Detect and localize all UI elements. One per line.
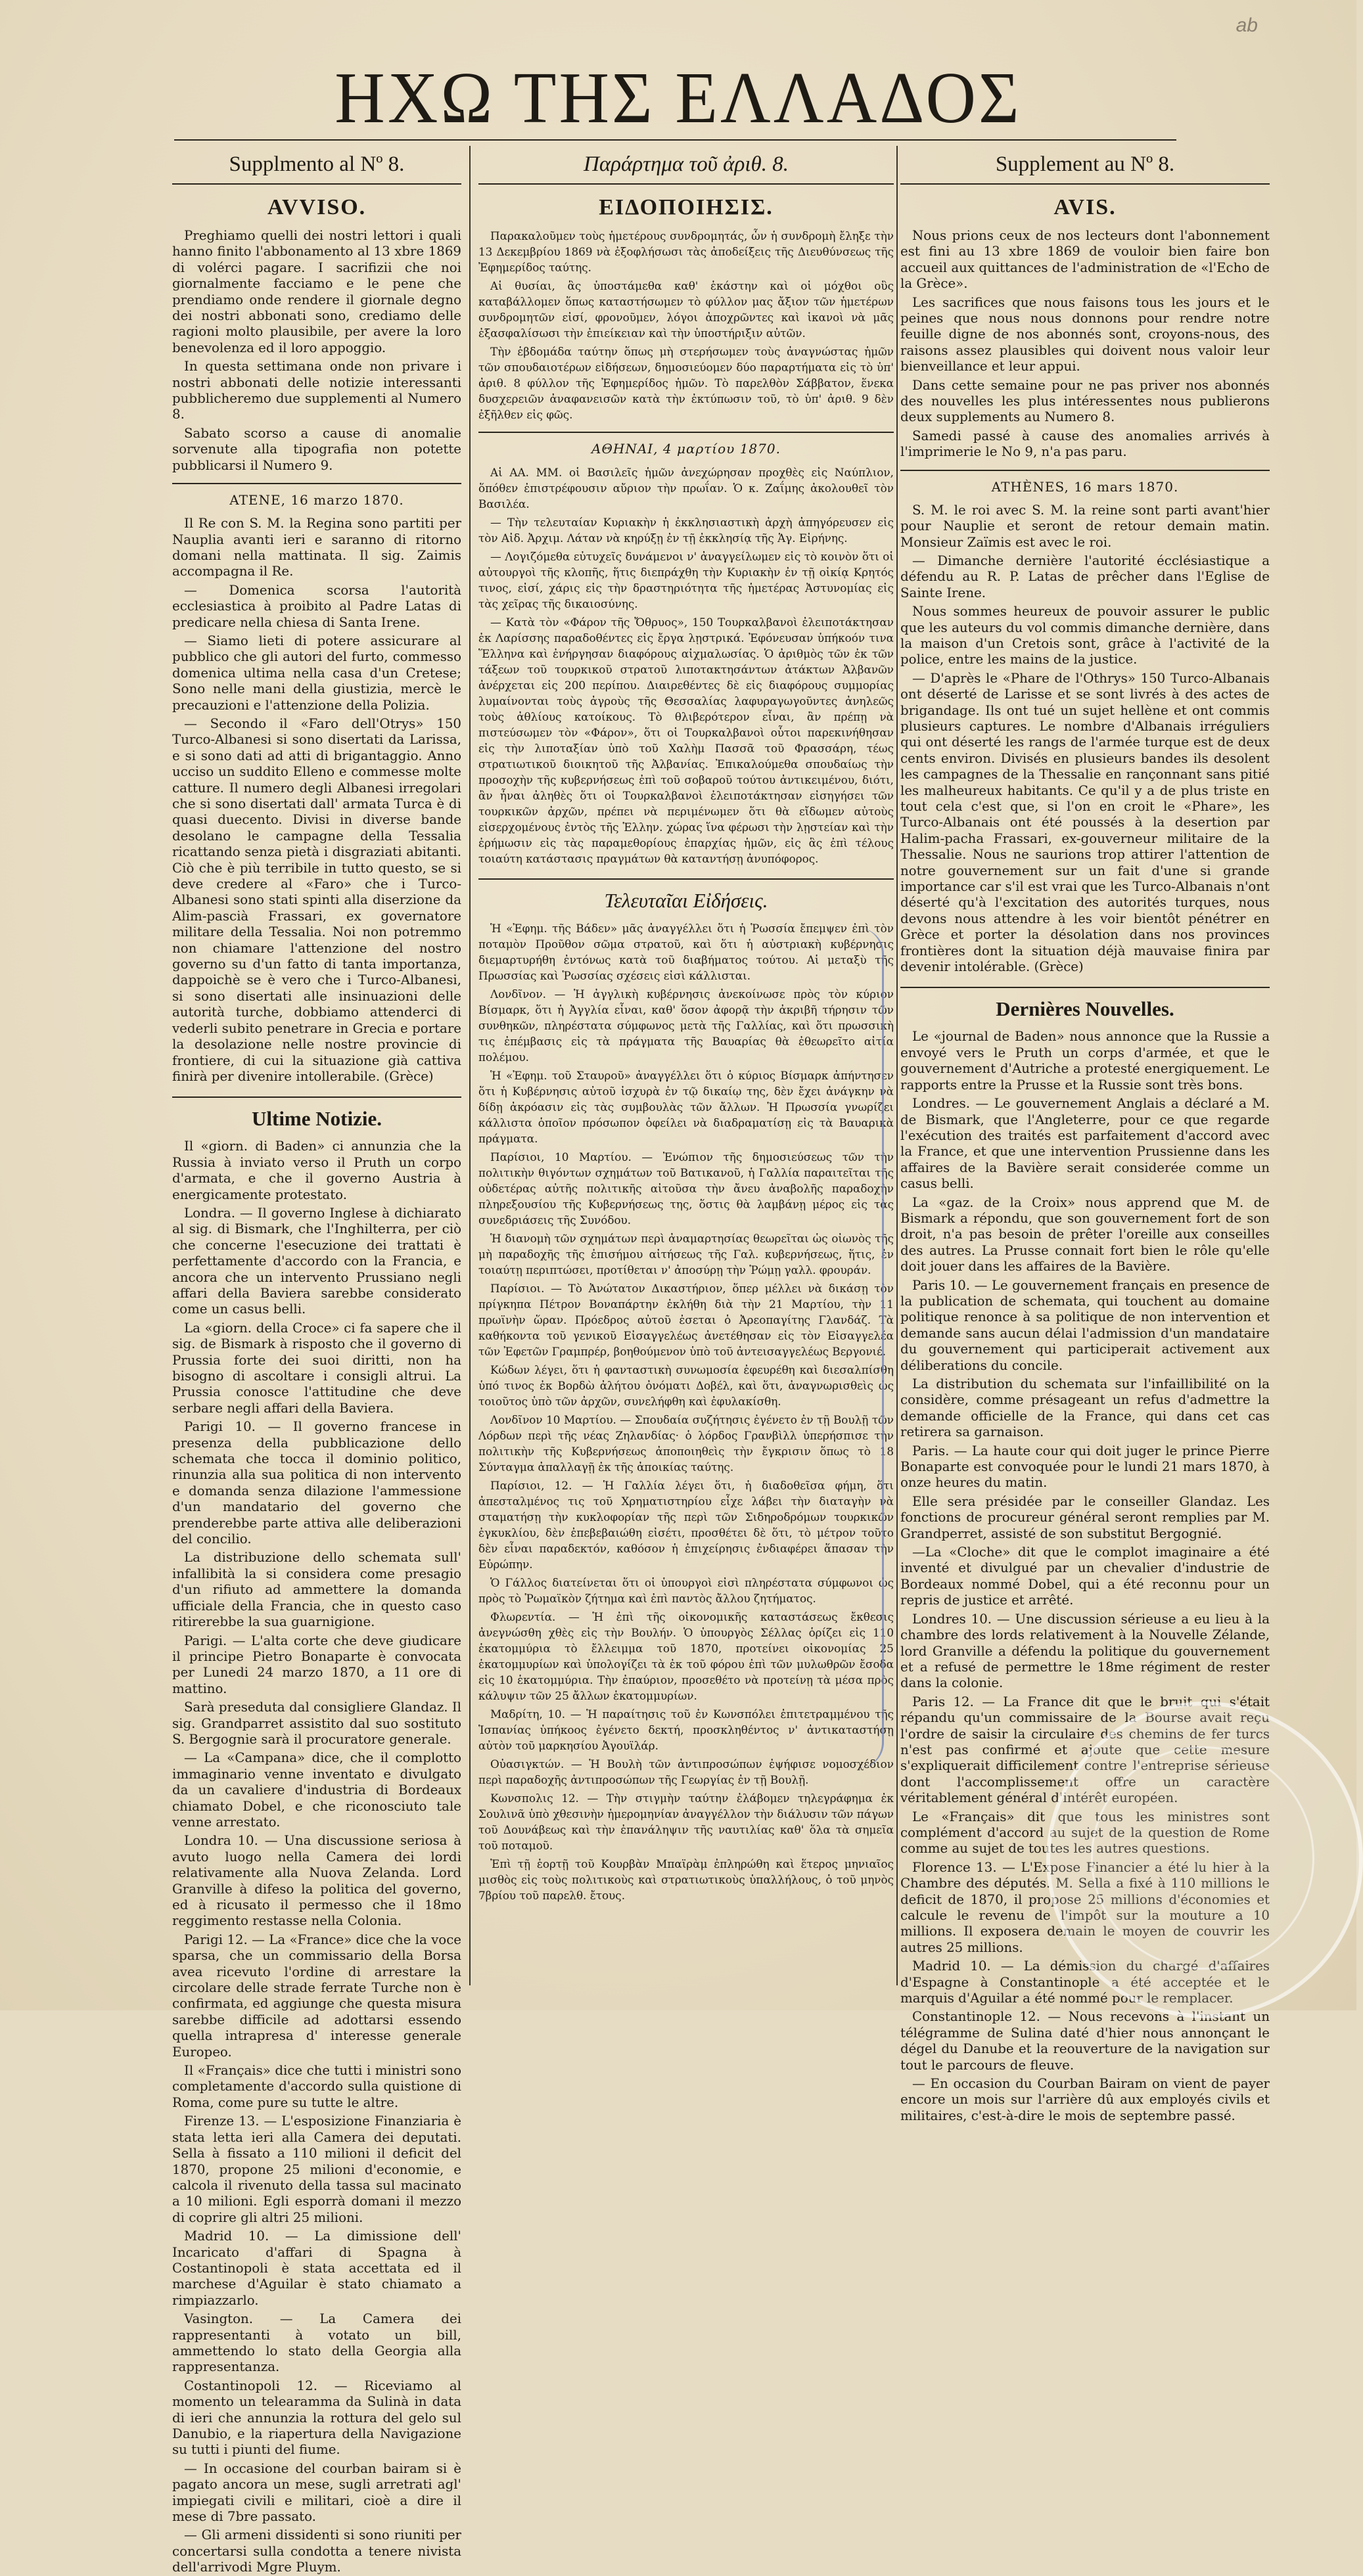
paragraph: — In occasione del courban bairam si è pagato ancora un mese, sugli arretrati agl' impiegati civili e militari, cioè a dire il mese di 7bre passato. [172, 2460, 461, 2525]
paragraph: La «gaz. de la Croix» nous apprend que M. de Bismark a répondu, que son gouvernement fort de son droit, n'a pas besoin de prêter l'oreille aux conseilles des autres. La Prusse connait fort bien le rôle qu'elle doit jouer dans les affaires de la Bavière. [900, 1194, 1270, 1275]
local-news [478, 464, 894, 867]
masthead-title: ΗΧΩ ΤΗΣ ΕΛΛΑΔΟΣ [335, 57, 1022, 138]
handwritten-pen-mark [852, 928, 884, 1769]
paragraph: Les sacrifices que nous faisons tous les jours et le peines que nous nous donnons pour rendre notre feuille digne de nos abonnés sont, croyons-nous, des raisons assez plausibles qui doivent nous valoir leur bienveillance et leur appui. [900, 294, 1270, 374]
paragraph: Elle sera présidée par le conseiller Glandaz. Les fonctions de procureur général seront remplies par M. Grandperret, assisté de son substitut Bergognié. [900, 1493, 1270, 1541]
paragraph: Constantinople 12. — Nous recevons à l'instant un télégramme de Sulina daté d'hier nous annonçant le dégel du Danube et la reouverture de la navigation sur tout le parcours de fleuve. [900, 2009, 1270, 2073]
paragraph: Λονδῖνον 10 Μαρτίου. — Σπουδαία συζήτησις ἐγένετο ἐν τῇ Βουλῇ τῶν Λόρδων περὶ τῆς νέας Ζηλανδίας· ὁ λόρδος Γρανβὶλλ ὑπερήσπισε τὴν πολιτικὴν τῆς Κυβερνήσεως ἀποποιηθεὶς τὴν ἔγκρισιν ὅπως τὸ 18 Σύνταγμα ἀπαλλαγῇ ἐκ τῆς ἀποικίας ταύτης. [478, 1413, 894, 1474]
paragraph: — Secondo il «Faro dell'Otrys» 150 Turco-Albanesi si sono disertati da Larissa, e si sono dati ad atti di brigantaggio. Anno ucciso un suddito Elleno e commesse molte catture. Il numero degli Albanesi irregolari che si sono disertati dall' armata Turca è di quasi duecento. Divisi in diverse bande desolano le campagne della Tessalia ricattando senza pietà i disgraziati abitanti. Ciò che è più terribile in tutto questo, se si deve credere al «Faro» che i Turco-Albanesi sono stati spinti alla diserzione da Alim-pascià Frassari, ex governatore militare della Tessalia. Noi non potremmo non chiamare l'attenzione del nostro governo su d'un fatto di tanta importanza, dappoichè se è vero che i Turco-Albanesi, si sono disertati alle insinuazioni delle autorità turche, dobbiamo attenderci di vederli subito penetrare in Grecia e portare la desolazione nelle nostre provincie di frontiere, di cui la situazione già cattiva finirà per divenire intollerabile. (Grèce) [172, 715, 461, 1084]
column-italian [172, 146, 462, 2575]
paragraph: Αἱ θυσίαι, ἃς ὑποστάμεθα καθ' ἑκάστην καὶ οἱ μόχθοι οὓς καταβάλλομεν ὅπως καταστήσωμεν τὸ φύλλον μας ἄξιον τῶν ἡμετέρων συνδρομητῶν εἰσί, φρονοῦμεν, λόγοι ἀποχρῶντες καὶ ἱκανοὶ νὰ μᾶς ἐξασφαλίσωσι τὴν ἐπιείκειαν καὶ τὴν ὑποστήριξιν αὐτῶν. [478, 279, 894, 340]
paragraph: Il «giorn. di Baden» ci annunzia che la Russia à inviato verso il Pruth un corpo d'armata, e che il governo Austria à energicamente protestato. [172, 1139, 461, 1202]
paragraph: Florence 13. — L'Expose Financier a été lu hier à la Chambre des députés. M. Sella a fixé à 110 millions le deficit de 1870, il propose 25 millions d'économies et calcule le revenu de l'impôt sur la mouture a 10 millions. Il exposera demain le moyen de couvrir les autres 25 millions. [900, 1859, 1270, 1955]
paragraph: Κωνσπολις 12. — Τὴν στιγμὴν ταύτην ἐλάβομεν τηλεγράφημα ἐκ Σουλινᾶ ὑπὸ χθεσινὴν ἡμερομηνίαν ἀναγγέλλον τὴν διάλυσιν τῶν πάγων τοῦ Δουνάβεως καὶ τὴν ἐπανάληψιν τῆς ναυτιλίας καθ' ὅλα τὰ σημεῖα τοῦ ποταμοῦ. [478, 1792, 894, 1852]
supplement-label: Supplmento al Nº 8. [172, 146, 461, 185]
paragraph: — Domenica scorsa l'autorità ecclesiastica à proibito al Padre Latas di predicare nella chiesa di Santa Irene. [172, 582, 461, 630]
corner-pencil-mark: ab [1236, 14, 1258, 36]
paragraph: Parigi 12. — La «France» dice che la voce sparsa, che un commissario della Borsa avea ricevuto l'ordine di arrestare la circolare delle strade ferrate Turche non è confirmata, ed aggiunge che questa misura sarebbe difficile ad adottarsi essendo quella intrapresa d' interesse generale Europeo. [172, 1932, 461, 2060]
paragraph: Preghiamo quelli dei nostri lettori i quali hanno finito l'abbonamento al 13 xbre 1869 di volérci pagare. I sacrifizii che noi giornalmente facciamo e le pene che prendiamo onde rendere il giornale degno dei nostri abbonati sono, crediamo delle ragioni molto plausibile, per avere la loro benevolenza ed il loro appoggio. [172, 228, 461, 355]
paragraph: — La «Campana» dice, che il complotto immaginario venne inventato e divulgato da un cavaliere d'industria di Bordeaux chiamato Dobel, e che riconosciuto tale venne arrestato. [172, 1750, 461, 1830]
paragraph: — Τὴν τελευταίαν Κυριακὴν ἡ ἐκκλησιαστικὴ ἀρχὴ ἀπηγόρευσεν εἰς τὸν Αἰδ. Ἀρχιμ. Λάταν νὰ κηρύξῃ ἐν τῇ ἐκκλησίᾳ τῆς Ἁγ. Εἰρήνης. [478, 516, 894, 545]
local-news [900, 503, 1270, 976]
supplement-label: Supplement au Nº 8. [900, 146, 1270, 185]
paragraph: La «giorn. della Croce» ci fa sapere che il sig. de Bismark à risposto che il governo di Prussia forte dei suoi diritti, non ha bisogno di ascoltare i consigli altrui. La Prussia conosce l'attitudine che deve serbare negli affari della Baviera. [172, 1320, 461, 1416]
paragraph: Nous sommes heureux de pouvoir assurer le public que les auteurs du vol commis dimanche dernière, dans la maison d'un Cretois sont, grâce à l'activité de la police, entre les mains de la justice. [900, 604, 1270, 667]
paragraph: — Λογιζόμεθα εὐτυχεῖς δυνάμενοι ν' ἀναγγείλωμεν εἰς τὸ κοινὸν ὅτι οἱ αὐτουργοὶ τῆς κλοπῆς, ἥτις διεπράχθη τὴν Κυριακὴν ἐν τῇ οἰκίᾳ Κρητός τινος, εἰσί, χάρις εἰς τὴν δραστηριότητα τῆς ἡμετέρας Ἀστυνομίας εἰς τὰς χεῖρας τῆς δικαιοσύνης. [478, 550, 894, 610]
paragraph: Il «Français» dice che tutti i ministri sono completamente d'accordo sulla quistione di Roma, come pure su tutte le altre. [172, 2063, 461, 2110]
paragraph: Dans cette semaine pour ne pas priver nos abonnés des nouvelles les plus intéressentes nous publierons deux supplements au Numero 8. [900, 377, 1270, 425]
paragraph: Londres 10. — Une discussion sérieuse a eu lieu à la chambre des lords relativement à la Nouvelle Zélande, lord Granville a défendu la politique du gouvernement et a refusé de permettre le 18me régiment de rester dans la colonie. [900, 1611, 1270, 1691]
paragraph: Nous prions ceux de nos lecteurs dont l'abonnement est fini au 13 xbre 1869 de vouloir bien faire bon accueil aux quittances de l'administration de «l'Echo de la Grèce». [900, 228, 1270, 292]
dateline: ATENE, 16 marzo 1870. [172, 483, 461, 508]
paragraph: Firenze 13. — L'esposizione Finanziaria è stata letta ieri alla Camera dei deputati. Sella à fissato a 110 milioni il deficit del 1870, propone 25 milioni d'economie, e calcola il rivenuto della tassa sul macinato a 10 milioni. Egli esporrà domani il mezzo di coprire gli altri 25 milioni. [172, 2113, 461, 2225]
masthead-rule [174, 139, 1176, 141]
paragraph: Μαδρίτη, 10. — Ἡ παραίτησις τοῦ ἐν Κωνσπόλει ἐπιτετραμμένου τῆς Ἱσπανίας ὑπήκοος ἐγένετο δεκτή, προσκληθέντος ν' ἀντικαταστήσῃ αὐτὸν τοῦ μαρκησίου Ἀγουϊλάρ. [478, 1707, 894, 1752]
paragraph: — Κατὰ τὸν «Φάρον τῆς Ὄθρυος», 150 Τουρκαλβανοὶ ἐλειποτάκτησαν ἐκ Λαρίσσης παραδοθέντες εἰς ἔργα λῃστρικά. Ἐφόνευσαν ὑπήκοόν τινα Ἕλληνα καὶ ἐνήργησαν διαφόρους αἰχμαλωσίας. Ὁ ἀριθμὸς τῶν ἐκ τῶν τάξεων τοῦ τουρκικοῦ στρατοῦ λιποτακτησάντων ἀτάκτων Ἀλβανῶν ἀνέρχεται εἰς 200 περίπου. Διαιρεθέντες δὲ εἰς διαφόρους συμμορίας λυμαίνονται τοὺς ἀγροὺς τῆς Θεσσαλίας λαφυραγωγοῦντες ἀνηλεῶς τοὺς ἀθλίους κατοίκους. Τὸ θλιβερότερον εἶναι, ἂν πρέπῃ νὰ πιστεύσωμεν τὸν «Φάρον», ὅτι οἱ Τουρκαλβανοὶ οὗτοι παρεκινήθησαν εἰς τὴν λιποταξίαν ὑπὸ τοῦ Χαλὴμ Πασσᾶ τοῦ Φρασσάρη, τέως στρατιωτικοῦ διοικητοῦ τῆς Ἀλβανίας. Ἐπικαλούμεθα σπουδαίως τὴν προσοχὴν τῆς κυβερνήσεως ἐπὶ τοῦ σοβαροῦ τούτου ἀντικειμένου, διότι, ἂν ἦναι ἀληθὲς ὅτι οἱ Τουρκαλβανοὶ ἐλειποτάκτησαν εἰσηγήσει τῶν τουρκικῶν ἀρχῶν, πρέπει νὰ περιμένωμεν ὅτι θὰ εἴδωμεν αὐτοὺς εἰσερχομένους ἐντὸς τῆς Ἑλλην. χώρας ἵνα φέρωσι τὴν λῃστείαν καὶ τὴν ἐρήμωσιν εἰς τὰς παραμεθορίους ἐπαρχίας ἡμῶν, εἰς ἃς ἐπὶ τέλους τοιαύτη κατάστασις πραγμάτων θὰ καταντήσῃ ἀνυπόφορος. [478, 616, 894, 865]
paragraph: Παρίσιοι, 10 Μαρτίου. — Ἐνώπιον τῆς δημοσιεύσεως τῶν τὴν πολιτικὴν θιγόντων σχημάτων τοῦ Βατικανοῦ, ἡ Γαλλία παραιτεῖται τῆς οὐδετέρας αὐτῆς πολιτικῆς αἰτοῦσα τὴν ἄνευ ἀναβολῆς παραδοχὴν πληρεξουσίου τῆς Κυβερνήσεως της, ὅστις θὰ λαμβάνῃ μέρος εἰς τὰς συνεδριάσεις τῆς Συνόδου. [478, 1150, 894, 1227]
local-news [172, 516, 461, 1085]
notice-body [478, 228, 894, 422]
latest-news-title: Τελευταῖαι Εἰδήσεις. [478, 878, 894, 913]
paragraph: Costantinopoli 12. — Riceviamo al momento un telearamma da Sulinà in data di ieri che annunzia la rottura del gelo sul Danubio, e la riapertura della Navigazione su tutti i piunti del fiume. [172, 2378, 461, 2458]
paragraph: Ἡ «Ἐφημ. τοῦ Σταυροῦ» ἀναγγέλλει ὅτι ὁ κύριος Βίσμαρκ ἀπήντησεν ὅτι ἡ Κυβέρνησις αὐτοῦ ἰσχυρὰ ἐν τῷ δικαίῳ της, δὲν ἔχει ἀνάγκην νὰ δίδῃ ἀκρόασιν εἰς τὰς συμβουλὰς τῶν ἄλλων. Ἡ Πρωσσία γνωρίζει κάλλιστα ὁποῖον πρόσωπον ὀφείλει νὰ διαδραματίσῃ εἰς τὰ Βαυαρικὰ πράγματα. [478, 1069, 894, 1145]
paragraph: S. M. le roi avec S. M. la reine sont parti avant'hier pour Nauplie et seront de retour demain matin. Monsieur Zaïmis est avec le roi. [900, 502, 1270, 550]
paragraph: Madrid 10. — La démission du chargé d'affaires d'Espagne à Constantinople a été acceptée et le marquis d'Aguilar a été nommé pour le remplacer. [900, 1958, 1270, 2006]
paragraph: Ἐπὶ τῇ ἑορτῇ τοῦ Κουρβὰν Μπαϊρὰμ ἐπληρώθη καὶ ἕτερος μηνιαῖος μισθὸς εἰς τοὺς πολιτικοὺς καὶ στρατιωτικοὺς ὑπαλλήλους, ὁ τοῦ μηνὸς 7βρίου τοῦ παρελθ. ἔτους. [478, 1857, 894, 1902]
paragraph: In questa settimana onde non privare i nostri abbonati delle notizie interessanti pubblicheremo due supplementi al Numero 8. [172, 359, 461, 422]
paragraph: Κώδων λέγει, ὅτι ἡ φανταστικὴ συνωμοσία ἐφευρέθη καὶ διεσαλπίσθη ὑπό τινος ἐκ Βορδὼ ἀλήτου ὀνόματι Δοβέλ, καὶ ὅτι, ἀναγνωρισθεὶς ὡς τοιοῦτος ὑπὸ τῶν ἀρχῶν, συνελήφθη καὶ ἐφυλακίσθη. [478, 1363, 894, 1408]
paragraph: Paris 12. — La France dit que le bruit qui s'était répandu qu'un commissaire de la Bourse avait reçu l'ordre de saisir la circulaire des chemins de fer turcs n'est pas confirmé et ajoute que cette mesure s'expliquerait difficilement contre l'entreprise sérieuse dont l'accomplissement offre un caractère véritablement général d'intérêt européen. [900, 1694, 1270, 1806]
paragraph: Παρακαλοῦμεν τοὺς ἡμετέρους συνδρομητάς, ὧν ἡ συνδρομὴ ἔληξε τὴν 13 Δεκεμβρίου 1869 νὰ ἐξοφλήσωσι τὰς ἀποδείξεις τῆς Διευθύνσεως τῆς Ἐφημερίδος ταύτης. [478, 229, 894, 274]
column-greek [478, 146, 894, 1985]
library-seal-ring [1091, 1746, 1314, 1970]
paragraph: —La «Cloche» dit que le complot imaginaire a été inventé et divulgué par un chevalier d'industrie de Bordeaux nommé Dobel, qui a été reconnu pour un repris de justice et arrêté. [900, 1545, 1270, 1608]
paragraph: Il Re con S. M. la Regina sono partiti per Nauplia avanti ieri e saranno di ritorno domani nella mattinata. Il sig. Zaimis accompagna il Re. [172, 516, 461, 579]
latest-news [478, 920, 894, 1903]
paragraph: Le «journal de Baden» nous annonce que la Russie a envoyé vers le Pruth un corps d'armée, et que le gouvernement d'Autriche a protesté energiquement. Le rapports entre la Prusse et la Russie sont très bons. [900, 1029, 1270, 1093]
paragraph: Ἡ «Ἐφημ. τῆς Βάδεν» μᾶς ἀναγγέλλει ὅτι ἡ Ῥωσσία ἔπεμψεν ἐπὶ τὸν ποταμὸν Προῦθον σῶμα στρατοῦ, καὶ ὅτι ἡ αὐστριακὴ κυβέρνησις διεμαρτυρήθη ἐντόνως κατὰ τοῦ διαβήματος τούτου. Αἱ μεταξὺ τῆς Πρωσσίας καὶ Ῥωσσίας σχέσεις εἰσὶ κάλλισται. [478, 922, 894, 982]
paragraph: Paris. — La haute cour qui doit juger le prince Pierre Bonaparte est convoquée pour le lundi 21 mars 1870, à onze heures du matin. [900, 1443, 1270, 1491]
paragraph: La distribuzione dello schemata sull' infallibità la si considera come presagio d'un rifiuto ad ammettere la domanda ufficiale della Francia, che in questo caso ritirerebbe la sua guarnigione. [172, 1550, 461, 1630]
paragraph: Παρίσιοι, 12. — Ἡ Γαλλία λέγει ὅτι, ἡ διαδοθεῖσα φήμη, ὅτι ἀπεσταλμένος τις τοῦ Χρηματιστηρίου εἶχε λάβει τὴν διαταγὴν νὰ σταματήσῃ τὴν κυκλοφορίαν τῆς περὶ τῶν Σιδηροδρόμων τουρκικῶν ἐγκυκλίου, δὲν ἐπεβεβαιώθη εἰσέτι, προσθέτει δὲ ὅτι, τὸ μέτρον τοῦτο δὲν εἶναι παραδεκτόν, καθόσον ἡ ἐπιχείρησις ἐνδιαφέρει ἅπασαν τὴν Εὐρώπην. [478, 1479, 894, 1571]
paragraph: Sabato scorso a cause di anomalie sorvenute alla tipografia non potette pubblicarsi il Numero 9. [172, 425, 461, 473]
column-divider [469, 146, 471, 1985]
paragraph: — En occasion du Courban Bairam on vient de payer encore un mois sur l'arrière dû aux employés civils et militaires, c'est-à-dire le mois de septembre passé. [900, 2076, 1270, 2123]
dateline: ΑΘΗΝΑΙ, 4 μαρτίου 1870. [478, 432, 894, 457]
notice-title: AVVISO. [267, 195, 367, 219]
paragraph: Vasington. — La Camera dei rappresentanti à votato un bill, ammettendo lo stato della Georgia alla rappresentanza. [172, 2311, 461, 2375]
paragraph: Ὁ Γάλλος διατείνεται ὅτι οἱ ὑπουργοὶ εἰσὶ πληρέστατα σύμφωνοι ὡς πρὸς τὸ Ῥωμαϊκὸν ζήτημα καὶ ἐπὶ παντὸς ἄλλου ζητήματος. [478, 1576, 894, 1605]
notice-body [900, 228, 1270, 461]
paragraph: Αἱ ΑΑ. ΜΜ. οἱ Βασιλεῖς ἡμῶν ἀνεχώρησαν προχθὲς εἰς Ναύπλιον, ὅπόθεν ἐπιστρέφουσιν αὔριον τὴν πρωΐαν. Ὁ κ. Ζαΐμης ἀκολουθεῖ τὸν Βασιλέα. [478, 466, 894, 510]
paragraph: Samedi passé à cause des anomalies arrivés à l'imprimerie le No 9, n'a pas paru. [900, 428, 1270, 460]
paragraph: Londra. — Il governo Inglese à dichiarato al sig. di Bismark, che l'Inghilterra, per ciò che concerne l'esecuzione dei trattati è perfettamente d'accordo con la Francia, e ancora che un intervento Prussiano negli affari della Baviera sarebbe considerato come un casus belli. [172, 1205, 461, 1317]
notice-body [172, 228, 461, 474]
notice-title: ΕΙΔΟΠΟΙΗΣΙΣ. [599, 195, 774, 219]
paragraph: Madrid 10. — La dimissione dell' Incaricato d'affari di Spagna à Costantinopoli è stata accettata ed il marchese d'Aguilar è stato chiamato a rimpiazzarlo. [172, 2228, 461, 2308]
latest-news-title: Dernières Nouvelles. [900, 987, 1270, 1021]
paragraph: Paris 10. — Le gouvernement français en presence de la publication de schemata, qui touchent au domaine politique renonce à sa politique de non intervention et demande sans aucun délai l'admission d'un mandataire du gouvernement qui participerait activement aux déliberations du concile. [900, 1277, 1270, 1373]
paragraph: Παρίσιοι. — Τὸ Ἀνώτατον Δικαστήριον, ὅπερ μέλλει νὰ δικάσῃ τὸν πρίγκηπα Πέτρον Βοναπάρτην ἐκλήθη διὰ τὴν 21 Μαρτίου, τὴν 11 πρωϊνὴν ὥραν. Πρόεδρος αὐτοῦ ἐσεται ὁ Ἀρεοπαγίτης Γλανδάζ. Τὰ καθήκοντα τοῦ γενικοῦ Εἰσαγγελέως ἀνετέθησαν εἰς τὸν Εἰσαγγελέα τῶν Ἐφετῶν Γραμπρέρ, βοηθούμενον ὑπὸ τοῦ ἀντεισαγγελέως Βεργονιέ. [478, 1282, 894, 1358]
paragraph: Londres. — Le gouvernement Anglais a déclaré a M. de Bismark, que l'Angleterre, pour ce que regarde l'exécution des traités est parfaitement d'accord avec la France, et que une intervention Prussienne dans les affaires de la Bavière serait considerée comme un casus belli. [900, 1096, 1270, 1192]
column-divider [896, 146, 898, 1985]
paragraph: — Gli armeni dissidenti si sono riuniti per concertarsi sulla condotta a tenere nivista dell'arrivodi Mgre Pluym. [172, 2527, 461, 2575]
paragraph: Le «Français» dit que tous les ministres sont complément d'accord au sujet de la question de Rome comme au sujet de toutes les autres questions. [900, 1809, 1270, 1857]
paragraph: Ἡ διανομὴ τῶν σχημάτων περὶ ἀναμαρτησίας θεωρεῖται ὡς οἰωνὸς τῆς μὴ παραδοχῆς τῆς ἐπισήμου αἰτήσεως τῆς Γαλ. κυβερνήσεως, ἥτις, ἐν τοιαύτῃ περιπτώσει, προτίθεται ν' ἀποσύρῃ τὴν Ῥώμῃ γαλλ. φρουράν. [478, 1232, 894, 1277]
supplement-label: Παράρτημα τοῦ ἀριθ. 8. [478, 146, 894, 185]
dateline: ATHÈNES, 16 mars 1870. [900, 470, 1270, 495]
paragraph: Parigi. — L'alta corte che deve giudicare il principe Pietro Bonaparte è convocata per Lunedi 24 marzo 1870, a 11 ore di mattino. [172, 1633, 461, 1696]
paragraph: — D'après le «Phare de l'Othrys» 150 Turco-Albanais ont déserté de Larisse et se sont livrés à des actes de brigandage. Ils ont tué un sujet hellène et ont commis plusieurs captures. Le nombre d'Albanais irréguliers qui ont déserté les rangs de l'armée turque est de deux cents environ. Divisés en plusieurs bandes ils desolent les campagnes de la Thessalie en rançonnant sans pitié les malheureux habitants. Ce qu'il y a de plus triste en tout cela c'est que, si l'on en croit le «Phare», les Turco-Albanais ont été poussés à la desertion par Halim-pacha Frassari, ex-gouverneur militaire de la Thessalie. Nous ne saurions trop attirer l'attention de notre gouvernement sur un fait d'une si grande importance car s'il est vrai que les Turco-Albanais n'ont déserté qu'à l'excitation des autorités turques, nous devons nous attendre à les voir bientôt pénétrer en Grèce et porter la désolation dans nos provinces frontières dont la situation déjà mauvaise finira par devenir intolérable. (Grèce) [900, 670, 1270, 975]
paragraph: Τὴν ἑβδομάδα ταύτην ὅπως μὴ στερήσωμεν τοὺς ἀναγνώστας ἡμῶν τῶν σπουδαιοτέρων εἰδήσεων, δημοσιεύομεν δύο παραρτήματα εἰς τὸ ὑπ' ἀριθ. 8 φύλλον τῆς Ἐφημερίδος ἡμῶν. Τὸ παρελθὸν Σάββατον, ἕνεκα δυσχερειῶν ἀναφανεισῶν κατὰ τὴν ἐκτύπωσιν τοῦ, τὸ ὑπ' ἀριθ. 9 δὲν ἐξῆλθεν εἰς φῶς. [478, 345, 894, 421]
paragraph: La distribution du schemata sur l'infaillibilité on la considère, comme présageant un refus d'admettre la demande officielle de la France, qui dans cet cas retirera sa garnaison. [900, 1376, 1270, 1440]
latest-news [172, 1139, 461, 2575]
paragraph: — Dimanche dernière l'autorité écclésiastique a défendu au R. P. Latas de prêcher dans l'Eglise de Sainte Irene. [900, 553, 1270, 600]
paragraph: — Siamo lieti di potere assicurare al pubblico che gli autori del furto, commesso domenica ultima nella casa d'un Cretese; Sono nelle mani della giustizia, mercè le precauzioni e l'attenzione della Polizia. [172, 633, 461, 713]
paragraph: Οὐασιγκτών. — Ἡ Βουλὴ τῶν ἀντιπροσώπων ἐψήφισε νομοσχέδιον περὶ παραδοχῆς ἀντιπροσώπων τῆς Γεωργίας ἐν τῇ Βουλῇ. [478, 1757, 894, 1786]
paragraph: Londra 10. — Una discussione seriosa à avuto luogo nella Camera dei lordi relativamente alla Nuova Zelanda. Lord Granville à difeso la politica del governo, ed à ricusato il permesso che il 18mo reggimento restasse nella Colonia. [172, 1833, 461, 1929]
latest-news-title: Ultime Notizie. [172, 1096, 461, 1131]
notice-title: AVIS. [1053, 195, 1117, 219]
paragraph: Sarà preseduta dal consigliere Glandaz. Il sig. Grandparret assistito dal suo sostituto S. Bergognie sarà il procuratore generale. [172, 1700, 462, 1747]
paragraph: Φλωρεντία. — Ἡ ἐπὶ τῆς οἰκονομικῆς καταστάσεως ἔκθεσις ἀνεγνώσθη χθὲς εἰς τὴν Βουλήν. Ὁ ὑπουργὸς Σέλλας ὁρίζει εἰς 110 ἑκατομμύρια τὸ ἔλλειμμα τοῦ 1870, προτείνει οἰκονομίας 25 ἑκατομμυρίων καὶ ὑπολογίζει τὰ ἐκ τοῦ φόρου ἐπὶ τῶν μυλωθρῶν ἔσοδα εἰς 10 ἑκατομμύρια. Τὴν ἐπαύριον, προσεθέτο νὰ προτείνῃ τὰ μέσα πρὸς κάλυψιν τῶν 25 ἄλλων ἑκατομμυρίων. [478, 1610, 894, 1702]
paragraph: Λονδῖνον. — Ἡ ἀγγλικὴ κυβέρνησις ἀνεκοίνωσε πρὸς τὸν κύριον Βίσμαρκ, ὅτι ἡ Ἀγγλία εἶναι, καθ' ὅσον ἀφορᾷ τὴν ἀκριβῆ τήρησιν τῶν συνθηκῶν, πληρέστατα σύμφωνος μετὰ τῆς Γαλλίας, καὶ ὅτι πρωσσικὴ τις ἐπέμβασις εἰς τὰ πράγματα τῆς Βαυαρίας θὰ ἐθεωρεῖτο αἰτία πολέμου. [478, 987, 894, 1064]
paragraph: Parigi 10. — Il governo francese in presenza della pubblicazione dello schemata che tocca il dominio politico, rinunzia alla sua politica di non intervento e domanda senza dilazione l'ammessione d'un mandatario del governo che prenderebbe parte attiva alle deliberazioni del concilio. [172, 1419, 461, 1547]
